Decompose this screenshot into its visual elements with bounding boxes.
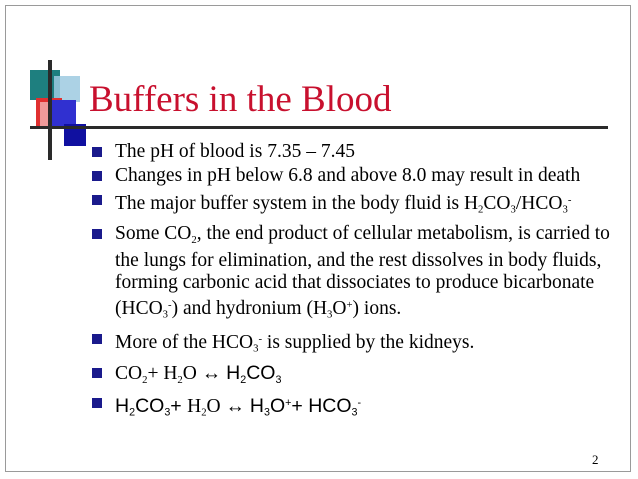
bullet-square-icon bbox=[92, 398, 102, 408]
bullet-equation-2: $H_2CO_3+ H_2O$ ↔ $H_3O^++ HCO_3^-$ bbox=[92, 392, 612, 424]
bullet-square-icon bbox=[92, 171, 102, 181]
bullet-ph-death: Changes in pH below 6.8 and above 8.0 may result in death bbox=[92, 165, 612, 187]
bullet-equation-1: $CO_2+ H_2O$ ↔ $H_2CO_3$ bbox=[92, 362, 612, 391]
title-underline bbox=[30, 126, 608, 129]
bullet-hco3-kidneys: More of the $HCO_3^-$ is supplied by the kidneys. bbox=[92, 328, 612, 360]
page-number: 2 bbox=[592, 452, 599, 467]
bullet-square-icon bbox=[92, 195, 102, 205]
bullet-square-icon bbox=[92, 368, 102, 378]
bullet-buffer-system: The major buffer system in the body fluid is $H_2CO_3/HCO_3^-$ bbox=[92, 189, 612, 221]
bullet-ph-range: The pH of blood is 7.35 – 7.45 bbox=[92, 141, 612, 163]
bullet-square-icon bbox=[92, 229, 102, 239]
bullet-list bbox=[92, 141, 612, 426]
deco-vertical-line bbox=[48, 60, 52, 160]
bullet-square-icon bbox=[92, 334, 102, 344]
slide-title: Buffers in the Blood bbox=[89, 79, 392, 120]
bullet-square-icon bbox=[92, 147, 102, 157]
bullet-co2-metabolism: Some $CO_2$, the end product of cellular metabolism, is carried to the lungs for elimination, and the rest dissolves in body fluids, forming carbonic acid that dissociates to produce bicarbonate $(HCO_3^-)$ and hydronium $(H_3O^+)$ ions. bbox=[92, 223, 612, 326]
